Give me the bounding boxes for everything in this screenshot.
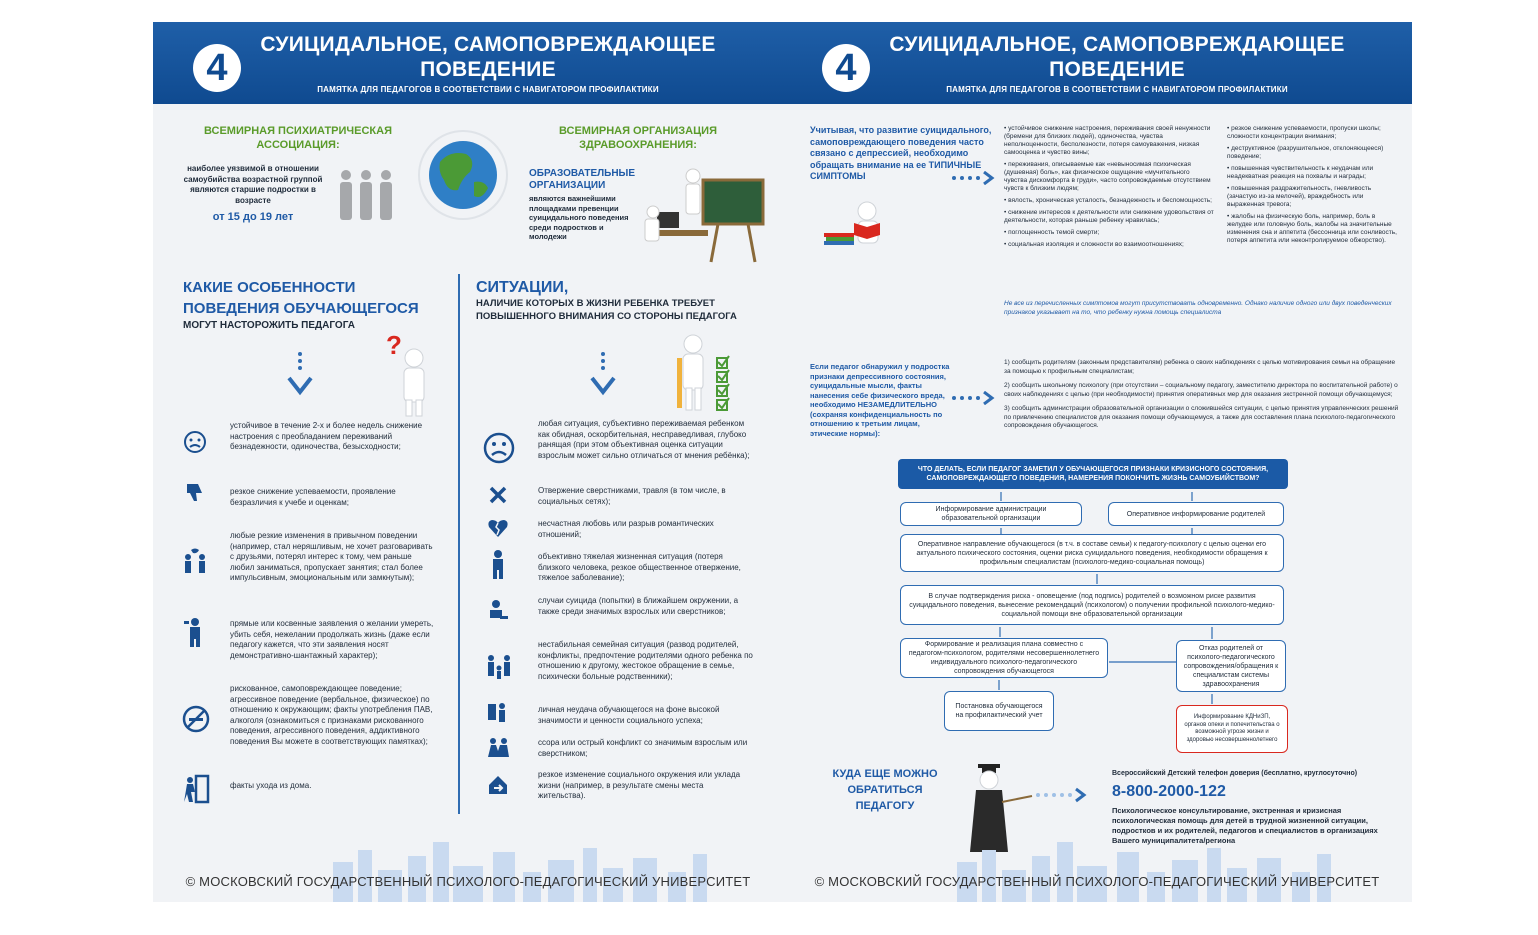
family-conflict-icon: [483, 650, 515, 682]
feature-item: резкое снижение успеваемости, проявление безразличия к учебе и оценкам;: [230, 487, 396, 507]
situation-item: несчастная любовь или разрыв романтических отношений;: [538, 519, 714, 539]
who-title: ВСЕМИРНАЯ ОРГАНИЗАЦИЯ ЗДРАВООХРАНЕНИЯ:: [559, 125, 717, 151]
symptom-item: • деструктивное (разрушительное, отклоняющееся) поведение;: [1227, 145, 1384, 160]
symptom-item: • резкое снижение успеваемости, пропуски школы; сложности концентрации внимания;: [1227, 125, 1381, 140]
situation-item: любая ситуация, субъективно переживаемая ребенком как обидная, оскорбительная, несправедливая, глубоко ранящая (при этом объективная оценка ситуации взрослым может сильно отличаться от мнения ребёнка);: [538, 419, 750, 460]
section-number-badge: 4: [822, 44, 870, 92]
flow-box-support-plan: Формирование и реализация плана совместно с педагогом-психологом, родителями несовершеннолетнего индивидуального психолого-педагогического сопровождения обучающегося: [900, 638, 1108, 678]
teens-silhouettes-icon: [336, 167, 400, 223]
situation-item: ссора или острый конфликт со значимым взрослым или сверстником;: [538, 738, 748, 758]
wpa-title: ВСЕМИРНАЯ ПСИХИАТРИЧЕСКАЯ АССОЦИАЦИЯ:: [204, 125, 392, 151]
situation-item: Отвержение сверстниками, травля (в том числе, в социальных сетях);: [538, 486, 726, 506]
feature-item: прямые или косвенные заявления о желании умереть, убить себя, нежелании продолжать жизнь (даже если педагогу кажется, что эти заявления носят демонстративно-шантажный характер);: [230, 619, 434, 660]
right-page: [782, 22, 1412, 902]
symptom-item: • переживания, описываемые как «невыносимая психическая (душевная) боль», как физическое ощущение «мучительного чувства дискомфорта в груди», часто сопровождаемые отсутствием чувств к близким людям;: [1004, 161, 1211, 192]
section-number-badge: 4: [193, 44, 241, 92]
symptom-item: • социальная изоляция и сложности во взаимоотношениях;: [1004, 241, 1184, 248]
grieving-person-icon: [486, 549, 510, 579]
city-skyline-decoration: [782, 832, 1412, 902]
symptom-item: • устойчивое снижение настроения, переживания своей ненужности (бремени для близких людей), одиночества, чувства неполноценности, бесполезности, потеря самоуважения, низкая самооценка и чувство вины;: [1004, 125, 1211, 156]
down-arrow-icon: [285, 350, 315, 402]
hotline-text: Психологическое консультирование, экстренная и кризисная психологическая помощь для детей в трудной жизненной ситуации, подростков и их родителей, педагогов и специалистов в организациях Вашего муниципалитета/региона: [1112, 806, 1378, 845]
question-figure-icon: [378, 328, 438, 418]
action-item: 3) сообщить администрации образовательной организации о сложившейся ситуации, с целью принятия управленческих решений по привлечению специалистов для оказания помощи обучающемуся, а также для составления плана психолого-педагогического сопровождения обучающегося.: [1004, 405, 1399, 429]
left-header: [153, 22, 783, 104]
situation-item: объективно тяжелая жизненная ситуация (потеря близкого человека, резкое общественное отвержение, тяжелое заболевание);: [538, 552, 741, 582]
flow-box-kdn-inform: Информирование КДНиЗП, органов опеки и попечительства о возможной угрозе жизни и здоровью несовершеннолетнего: [1176, 705, 1288, 753]
symptoms-note: Не все из перечисленных симптомов могут присутствовать одновременно. Однако наличие одного или двух поведенческих признаков указывает на то, что ребенку нужна помощь специалиста: [1004, 300, 1392, 316]
no-smoking-icon: [182, 705, 210, 733]
who-text: являются важнейшими площадками превенции суицидального поведения среди подростков и молодежи: [529, 194, 629, 241]
wpa-text: наиболее уязвимой в отношении самоубийства возрастной группой являются старшие подростки в возрасте: [183, 164, 323, 205]
depression-intro: Учитывая, что развитие суицидального, самоповреждающего поведения часто связано с депрессией, необходимо обращать внимание на ее ТИПИЧНЫЕ СИМПТОМЫ: [810, 125, 992, 181]
page-title: СУИЦИДАЛЬНОЕ, САМОПОВРЕЖДАЮЩЕЕ ПОВЕДЕНИЕ: [889, 33, 1345, 81]
person-at-desk-icon: [486, 598, 510, 622]
page-title: СУИЦИДАЛЬНОЕ, САМОПОВРЕЖДАЮЩЕЕ ПОВЕДЕНИЕ: [260, 33, 716, 81]
situations-subtitle: НАЛИЧИЕ КОТОРЫХ В ЖИЗНИ РЕБЕНКА ТРЕБУЕТ ПОВЫШЕННОГО ВНИМАНИЯ СО СТОРОНЫ ПЕДАГОГА: [476, 298, 737, 322]
who-lead: ОБРАЗОВАТЕЛЬНЫЕ ОРГАНИЗАЦИИ: [529, 168, 636, 191]
flow-box-psychologist: Оперативное направление обучающегося (в т.ч. в составе семьи) к педагогу-психологу с целью оценки его актуального психического состояния, оценки риска суицидального поведения, необходимости обращения к профильным специалистам (психолого-медико-социальная помощь): [900, 534, 1284, 572]
features-title: КАКИЕ ОСОБЕННОСТИ ПОВЕДЕНИЯ ОБУЧАЮЩЕГОСЯ: [183, 279, 419, 317]
symptom-item: • снижение интересов к деятельности или снижение удовольствия от деятельности, которая раньше ребенку нравилась;: [1004, 209, 1214, 224]
house-change-icon: [486, 773, 510, 797]
down-arrow-icon: [588, 350, 618, 402]
hotline-phone: 8-800-2000-122: [1112, 783, 1226, 800]
symptom-item: • жалобы на физическую боль, например, боль в желудке или головную боль, жалобы на значительные изменения сна и аппетита (бессонница или сонливость, потеря аппетита или неконтролируемое обжорство).: [1227, 213, 1397, 244]
wpa-age: от 15 до 19 лет: [212, 211, 294, 223]
city-skyline-decoration: [153, 832, 783, 902]
where-to-go-title: КУДА ЕЩЕ МОЖНО ОБРАТИТЬСЯ ПЕДАГОГУ: [832, 768, 938, 812]
quarrel-icon: [486, 735, 510, 759]
arguing-people-icon: [181, 547, 209, 575]
flow-box-prevention-register: Постановка обучающегося на профилактический учет: [944, 691, 1054, 731]
distressed-person-icon: [183, 620, 207, 644]
left-page: [153, 22, 783, 902]
classroom-illustration: [623, 162, 773, 272]
hotline-title: Всероссийский Детский телефон доверия (бесплатно, круглосуточно): [1112, 770, 1358, 777]
page-subtitle: ПАМЯТКА ДЛЯ ПЕДАГОГОВ В СООТВЕТСТВИИ С НАВИГАТОРОМ ПРОФИЛАКТИКИ: [317, 85, 659, 94]
failure-person-icon: [486, 700, 510, 724]
flow-box-parents: Оперативное информирование родителей: [1108, 502, 1284, 526]
flow-box-admin: Информирование администрации образовательной организации: [900, 502, 1082, 526]
sad-face-icon: [183, 430, 207, 454]
situation-item: случаи суицида (попытки) в ближайшем окружении, а также среди значимых взрослых или сверстников;: [538, 596, 739, 616]
situation-item: резкое изменение социального окружения или уклада жизни (например, в результате смены места жительства).: [538, 770, 741, 800]
feature-item: устойчивое в течение 2-х и более недель снижение настроения с преобладанием переживаний безнадежности, одиночества, безысходности;: [230, 421, 423, 451]
flow-box-risk-notice: В случае подтверждения риска - оповещение (под подпись) родителей о возможном риске развития суицидального поведения, вынесение рекомендаций (психологом) о получении профильной психолого-медико-социальной помощи вне образовательной организации: [900, 585, 1284, 625]
flow-box-parents-refusal: Отказ родителей от психолого-педагогического сопровождения/обращения к специалистам системы здравоохранения: [1176, 640, 1286, 692]
situations-title: СИТУАЦИИ,: [476, 279, 569, 296]
globe-icon: [418, 130, 508, 220]
action-item: 1) сообщить родителям (законным представителям) ребенка о своих наблюдениях с целью мотивирования семьи на обращение за помощью к профильным специалистам;: [1004, 359, 1396, 375]
footer-copyright: © МОСКОВСКИЙ ГОСУДАРСТВЕННЫЙ ПСИХОЛОГО-ПЕДАГОГИЧЕСКИЙ УНИВЕРСИТЕТ: [185, 874, 751, 889]
broken-heart-icon: [486, 516, 510, 540]
feature-item: факты ухода из дома.: [230, 781, 312, 790]
symptom-item: • повышенная чувствительность к неудачам или неадекватная реакция на похвалы и награды;: [1227, 165, 1374, 180]
situation-item: личная неудача обучающегося на фоне высокой значимости и ценности социального успеха;: [538, 705, 720, 725]
symptom-item: • повышенная раздражительность, гневливость (зачастую из-за мелочей), враждебность или выраженная тревога;: [1227, 185, 1372, 208]
column-divider: [458, 274, 460, 814]
situation-item: нестабильная семейная ситуация (развод родителей, конфликты, предпочтение родителями одного ребенка по отношению к другому, жестокое обращение в семье, психически больные родственники);: [538, 640, 753, 681]
cross-icon: [486, 483, 510, 507]
checklist-figure-icon: [673, 328, 743, 418]
symptom-item: • поглощенность темой смерти;: [1004, 229, 1100, 236]
thumbs-down-icon: [183, 480, 207, 504]
footer-copyright: © МОСКОВСКИЙ ГОСУДАРСТВЕННЫЙ ПСИХОЛОГО-ПЕДАГОГИЧЕСКИЙ УНИВЕРСИТЕТ: [814, 874, 1380, 889]
frowning-face-icon: [483, 432, 515, 464]
feature-item: рискованное, самоповреждающее поведение; агрессивное поведение (вербальное, физическое) по отношению к окружающим; факты употребления ПАВ, алкоголя (ознакомиться с признаками рискованного поведения, агрессивного поведения, аддиктивного поведения Вы можете в соответствующих памятках);: [230, 684, 433, 746]
action-item: 2) сообщить школьному психологу (при отсутствии – социальному педагогу, заместителю директора по воспитательной работе) о своих наблюдениях с целью (при необходимости) принятия оперативных мер для оказания экстренной помощи обучающемуся;: [1004, 382, 1398, 398]
flowchart-header: ЧТО ДЕЛАТЬ, ЕСЛИ ПЕДАГОГ ЗАМЕТИЛ У ОБУЧАЮЩЕГОСЯ ПРИЗНАКИ КРИЗИСНОГО СОСТОЯНИЯ, САМОПОВРЕЖДАЮЩЕГО ПОВЕДЕНИЯ, НАМЕРЕНИЯ ПОКОНЧИТЬ ЖИЗНЬ САМОУБИЙСТВОМ?: [898, 459, 1288, 489]
leaving-door-icon: [182, 774, 210, 804]
symptom-item: • вялость, хроническая усталость, безнадежность и беспомощность;: [1004, 197, 1212, 204]
svg-text:?: ?: [386, 330, 402, 360]
features-subtitle: МОГУТ НАСТОРОЖИТЬ ПЕДАГОГА: [183, 320, 355, 331]
action-intro: Если педагог обнаружил у подростка признаки депрессивного состояния, суицидальные мысли, факты нанесения себе физического вреда, необходимо НЕЗАМЕДЛИТЕЛЬНО (сохраняя конфиденциальность по отношению к третьим лицам, этические нормы):: [810, 362, 950, 438]
feature-item: любые резкие изменения в привычном поведении (например, стал неряшливым, не хочет разговаривать с друзьями, потерял интерес к тому, чем раньше любил заниматься, пропускает занятия; стал более импульсивным, эмоциональным или замкнутым);: [230, 531, 433, 582]
page-subtitle: ПАМЯТКА ДЛЯ ПЕДАГОГОВ В СООТВЕТСТВИИ С НАВИГАТОРОМ ПРОФИЛАКТИКИ: [946, 85, 1288, 94]
